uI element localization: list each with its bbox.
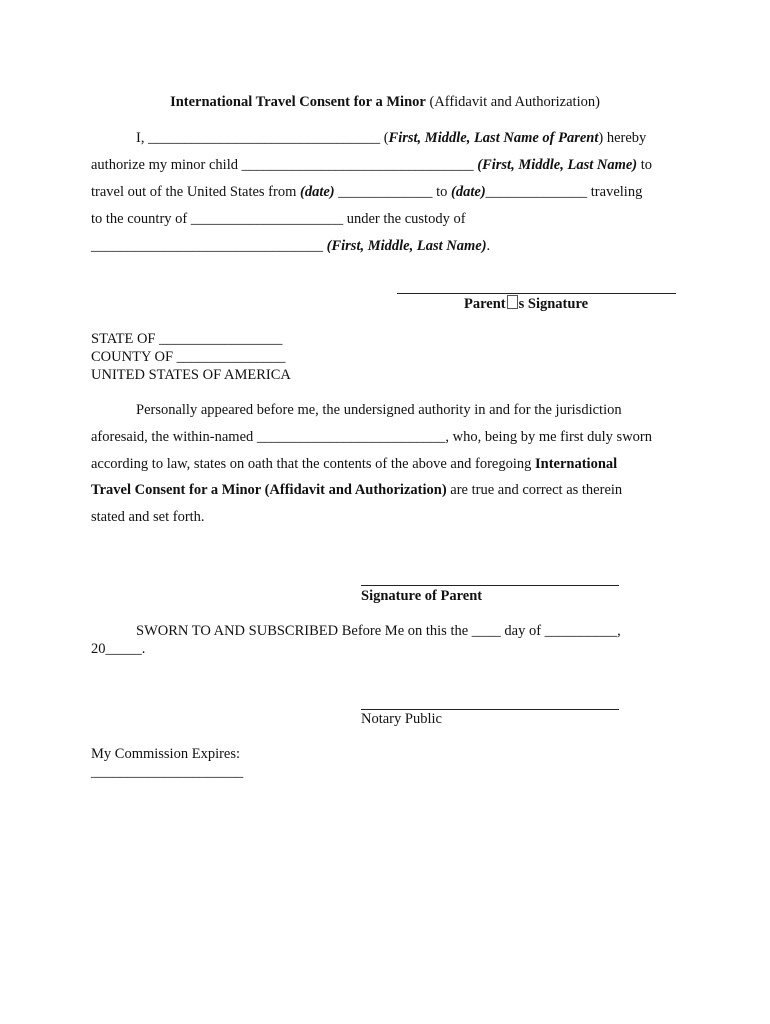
signature-of-parent-label: Signature of Parent (361, 588, 483, 604)
consent-line-3-start: travel out of the United States from (91, 184, 300, 200)
commission-expires-label: My Commission Expires: (91, 746, 241, 762)
consent-line-3-end: ______________ traveling (485, 184, 643, 200)
from-date-hint: (date) (300, 184, 335, 200)
country-line: UNITED STATES OF AMERICA (91, 367, 291, 383)
notary-public-label: Notary Public (361, 711, 442, 727)
consent-line-1-start: I, ________________________________ ( (136, 130, 389, 146)
sworn-line-2: 20_____. (91, 641, 146, 657)
consent-line-5-end: . (486, 238, 491, 254)
missing-glyph-box (507, 295, 518, 309)
parent-name-hint: First, Middle, Last Name of Parent (388, 130, 599, 146)
consent-line-3 (91, 184, 642, 201)
affidavit-line-5: stated and set forth. (91, 509, 205, 525)
consent-line-5 (91, 238, 490, 255)
consent-line-5-start: ________________________________ (91, 238, 327, 254)
state-of-line: STATE OF _________________ (91, 331, 283, 347)
consent-line-3-mid: _____________ to (334, 184, 452, 200)
consent-line-2 (91, 157, 652, 174)
consent-line-2-end: to (637, 157, 653, 173)
affidavit-line-1: Personally appeared before me, the undersigned authority in and for the jurisdiction (136, 402, 622, 418)
signature-of-parent-line[interactable] (361, 585, 619, 586)
affidavit-line-4-end: are true and correct as therein (446, 482, 623, 498)
affidavit-line-3 (91, 456, 617, 473)
consent-line-1-end: ) hereby (598, 130, 647, 146)
document-title (0, 94, 770, 111)
parent-signature-label (464, 295, 588, 313)
parent-signature-line[interactable] (397, 293, 676, 294)
sworn-line-1: SWORN TO AND SUBSCRIBED Before Me on this the ____ day of __________, (136, 623, 621, 639)
title-paren: (Affidavit and Authorization) (429, 94, 600, 110)
affidavit-line-3-start: according to law, states on oath that the contents of the above and foregoing (91, 456, 535, 472)
child-name-hint: (First, Middle, Last Name) (477, 157, 638, 173)
affidavit-line-2: aforesaid, the within-named __________________________, who, being by me first duly sworn (91, 429, 652, 445)
affidavit-line-4-bold: Travel Consent for a Minor (Affidavit and Authorization) (91, 482, 447, 498)
parent-signature-label-end: s Signature (518, 296, 589, 312)
title-main: International Travel Consent for a Minor (170, 94, 426, 110)
consent-line-4: to the country of _____________________ under the custody of (91, 211, 466, 227)
affidavit-line-4 (91, 482, 622, 499)
commission-expires-blank[interactable]: _____________________ (91, 764, 244, 780)
custodian-name-hint: (First, Middle, Last Name) (326, 238, 487, 254)
consent-line-1 (136, 130, 646, 147)
notary-signature-line[interactable] (361, 709, 619, 710)
county-of-line: COUNTY OF _______________ (91, 349, 286, 365)
to-date-hint: (date) (451, 184, 486, 200)
affidavit-line-3-bold: International (535, 456, 618, 472)
parent-signature-label-start: Parent (464, 296, 506, 312)
consent-line-2-start: authorize my minor child ________________________________ (91, 157, 478, 173)
